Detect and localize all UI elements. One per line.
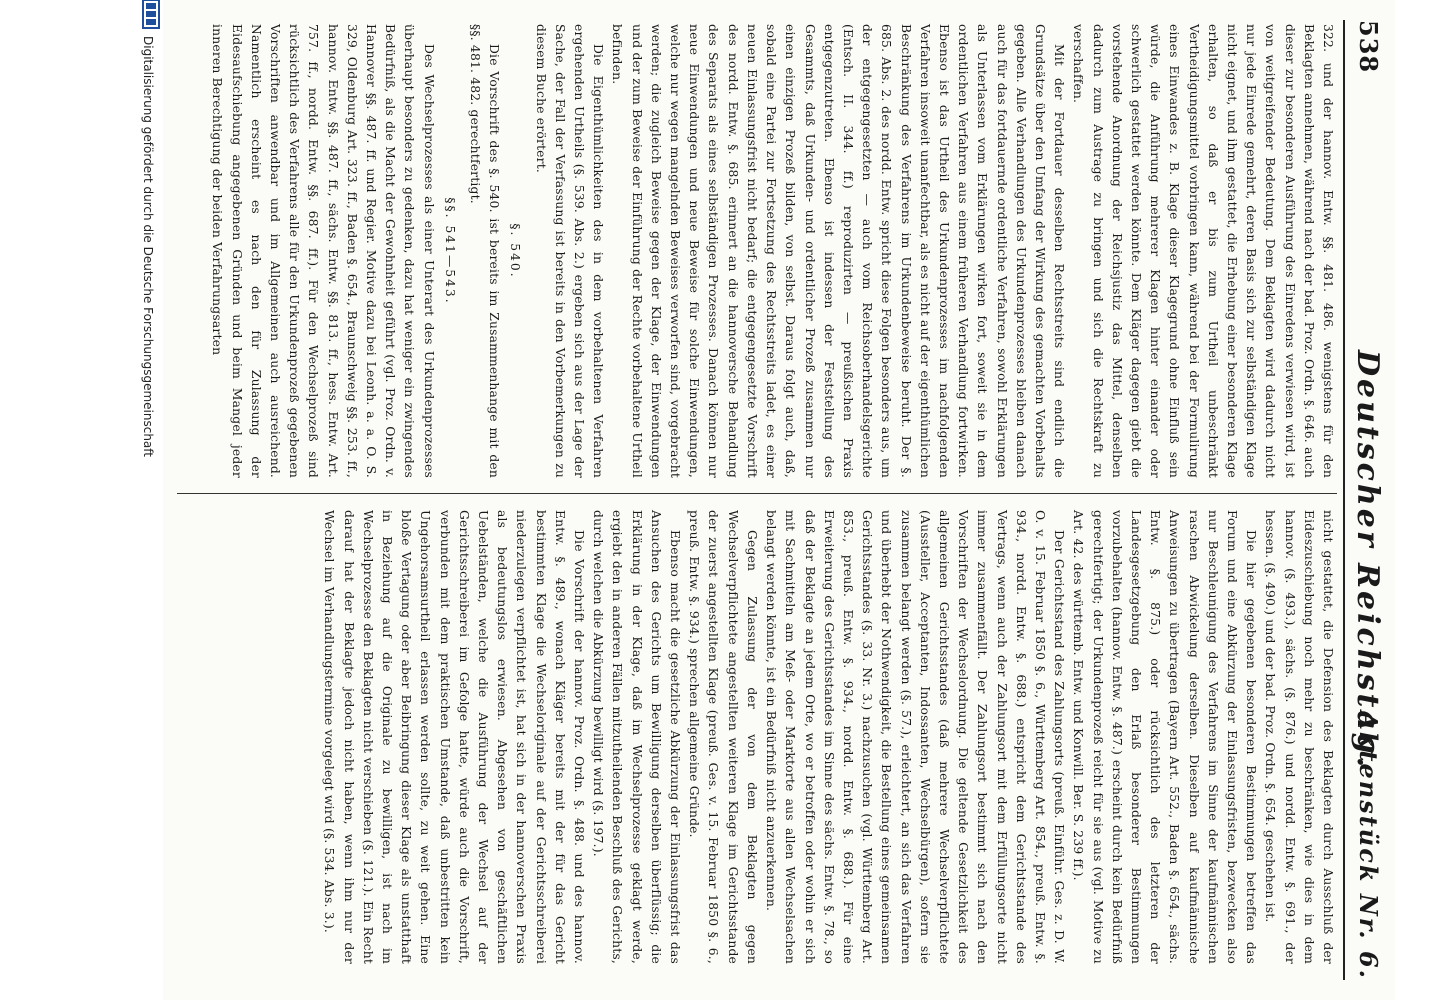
footer-text: Digitalisierung gefördert durch die Deutsche Forschungsgemeinschaft xyxy=(141,36,155,458)
section-heading-541-543: §§. 541—543. xyxy=(442,197,457,305)
page-title: Deutscher Reichstag. xyxy=(1350,350,1385,771)
left-paragraph-3: Die Eigenthümlichkeiten des in dem vorbehaltenen Verfahren ergehenden Urtheils (§. 539. Abs. 2.) ergeben sich aus der Lage der Sache, der Fall der Verfassung ist bereits in den Vorbemerkungen zu diesem Buche erörtert. xyxy=(533,24,606,478)
column-divider xyxy=(177,493,1337,494)
section-540-paragraph: Die Vorschrift des §. 540. ist bereits im Zusammenhange mit den §§. 481. 482. gerechtfertigt. xyxy=(468,24,502,478)
digitization-footer xyxy=(133,0,163,1000)
header-rule xyxy=(1343,20,1345,980)
page-number: 538 xyxy=(1354,20,1383,74)
right-paragraph-2: Die hier gegebenen besonderen Bestimmungen betreffen das Forum und eine Abkürzung der Einlassungsfristen, bezwecken also nur Beschleunigung des Verfahrens im Sinne der kaufmännischen raschen Abwickelung derselben. Dieselben auf kaufmännische Anweisungen zu übertragen (Bayern Art. 552., Baden §. 654., sächs. Entw. §. 875.) oder rücksichtlich des letzteren der Landesgesetzgebung den Erlaß besonderer Bestimmungen vorzubehalten (hannov. Entw. §. 487.) erscheint durch kein Bedürfniß gerechtfertigt; der Urkundenprozeß reicht für sie aus (vgl. Motive zu Art. 42. des württemb. Entw. und Konwill. Ber. S. 239 ff.). xyxy=(1071,510,1259,964)
left-paragraph-1: 322. und der hannov. Entw. §§. 481. 486. wenigstens für den Beklagten annehmen, während nach der bad. Proz. Ordn. §. 646. auch dieser zur besonderen Ausführung des Einredens verwiesen wird, ist von weitgreifender Bedeutung. Dem Beklagten wird dadurch nicht nur jede Einrede gemehrt, deren Basis sich zur selbständigen Klage nicht eignet, und ihm gestattet, die Erhebung einer besonderen Klage erhalten, so daß er bis zum Urtheil unbeschränkt Vertheidigungsmittel vorbringen kann, während bei der Formulirung eines Einwandes z. B. Klage dieser Klagegrund ohne Einfluß sein würde, die Anführung mehrerer Klagen hinter einander oder schwerlich gestattet werden könnte. Dem Kläger dagegen giebt die vorstehende Anordnung der Reichsjustiz das Mittel, denselben dadurch zum Austrage zu bringen und sich die Rechtskraft zu verschaffen. xyxy=(1071,24,1335,478)
right-paragraph-5: Ebenso macht die gesetzliche Abkürzung der Einlassungsfrist das Ansuchen des Gerichts um Bewilligung derselben überflüssig; die Erklärung in der Klage, daß im Wechselprozesse geklagt werde, ergiebt den in anderen Fällen mitzutheilenden Beschluß des Gerichts, durch welchen die Abkürzung bewilligt wird (§. 197.). xyxy=(591,510,683,964)
document-reference: Aktenstück Nr. 6. xyxy=(1354,711,1383,980)
right-paragraph-3: Der Gerichtsstand des Zahlungsorts (preuß. Einführ. Ges. z. D. W. O. v. 15. Februar 1850 §. 6., Württemberg Art. 854., preuß. Entw. §. 934., nordd. Entw. §. 688.) entspricht dem Gerichtsstande des Vertrags, wenn auch der Zahlungsort mit dem Erfüllungsorte nicht immer zusammenfällt. Der Zahlungsort bestimmt sich nach den Vorschriften der Wechselordnung. Die geltende Gesetzlichkeit des allgemeinen Gerichtsstandes (daß mehrere Wechselverpflichtete (Aussteller, Acceptanten, Indossanten, Wechselbürgen), sofern sie zusammen belangt werden (§. 57.), erleichtert, an sich das Verfahren und überhebt der Nothwendigkeit, die Bestellung eines gemeinsamen Gerichtsstandes (§. 33. Nr. 3.) nachzusuchen (vgl. Württemberg Art. 853., preuß. Entw. §. 934., nordd. Entw. §. 688.). Für eine Erweiterung des Gerichtsstandes im Sinne des sächs. Entw. §. 78., so daß der Beklagte an jedem Orte, wo er betroffen oder wohin er sich mit Sachmitteln am Meß- oder Marktorte aus allen Wechselsachen belangt werden könnte, ist ein Bedürfniß nicht anzuerkennen. xyxy=(764,510,1067,964)
page-header xyxy=(1349,20,1389,980)
right-paragraph-6: Die Vorschrift der hannov. Proz. Ordn. §. 488. und des hannov. Entw. §. 489., wonach Kläger bereits mit der für das Gericht bestimmten Klage die Wechseloriginale auf der Gerichtsschreiberei niederzulegen verpflichtet ist, hat sich in der hannoverschen Praxis als bedeutungslos erwiesen. Abgesehen von geschäftlichen Uebelständen, welche die Ausführung der Wechsel auf der Gerichtsschreiberei im Gefolge hatte, würde auch die Vorschrift, verbunden mit dem praktischen Umstande, daß unbestritten kein Ungehorsamsurtheil erlassen werden sollte, zu weit gehen. Eine bloße Vertagung oder aber Beibringung dieser Klage als unstatthaft in Beziehung auf die Originale zu bewilligen, ist nach im Wechselprozesse den Beklagten nicht verschieben (§. 121.). Ein Recht darauf hat der Beklagte jedoch nicht haben, wenn ihm nur der Wechsel im Verhandlungstermine vorgelegt wird (§. 534. Abs. 3.). xyxy=(322,510,587,964)
right-column xyxy=(319,510,1337,964)
section-541-paragraph: Des Wechselprozesses als einer Unterart des Urkundenprozesses überhaupt besonders zu gedenken, dazu hat weniger ein zwingendes Bedürfniß, als die Macht der Gewohnheit geführt (vgl. Proz. Ordn. v. Hannover §§. 487. ff. und Regier. Motive dazu bei Leonh. a. a. O. S. 329, Oldenburg Art. 323. ff., Baden §. 654., Braunschweig §§. 253. ff., hannov. Entw. §§. 487. ff., sächs. Entw. §§. 813. ff., hess. Entw. Art. 757. ff., nordd. Entw. §§. 687. ff.). Für den Wechselprozeß sind rücksichtlich des Verfahrens alle für den Urkundenprozeß gegebenen Vorschriften anwendbar und im Allgemeinen auch ausreichend. Namentlich erscheint es nach den für Zulassung der Eidesaufschiebung angegebenen Gründen und beim Mangel jeder inneren Berechtigung der beiden Verfahrungsarten xyxy=(210,24,436,478)
right-paragraph-4: Gegen Zulassung der von dem Beklagten gegen Wechselverpflichtete angestellten weiteren Klage im Gerichtsstande der zuerst angestellten Klage (preuß. Ges. v. 15. Februar 1850 §. 6., preuß. Entw. §. 934.) sprechen allgemeine Gründe. xyxy=(687,510,759,964)
section-heading-540: §. 540. xyxy=(508,223,523,279)
left-column xyxy=(207,24,1337,478)
dfg-logo-icon xyxy=(137,0,163,30)
left-paragraph-2: Mit der Fortdauer desselben Rechtsstreits sind endlich die Grundsätze über den Umfang der Wirkung des gemachten Vorbehalts gegeben. Alle Verhandlungen des Urkundenprozesses bleiben danach auch für das fortdauernde ordentliche Verfahren, sowohl Erklärungen als Unterlassen vom Erklärungen wirken fort, soweit sie in dem ordentlichen Verfahren aus einem früheren Verhandlung fortwirken. Ebenso ist das Urtheil des Urkundenprozesses im nachfolgenden Verfahren insoweit unanfechtbar, als es nicht auf der eigenthümlichen Beschränkung des Verfahrens im Urkundenbeweise beruht. Der §. 685. Abs. 2. des nordd. Entw. spricht diese Folgen besonders aus, um der entgegengesetzten — auch vom Reichsoberhandelsgerichte (Entsch. II. 344. ff.) reproduzirten — preußischen Praxis entgegenzutreten. Ebenso ist indessen der Feststellung des Gesammts, daß Urkunden- und ordentlicher Prozeß zusammen nur einen einzigen Prozeß bilden, von selbst. Daraus folgt auch, daß, sobald eine Partei zur Fortsetzung des Rechtsstreits ladet, es einer neuen Einlassungsfrist nicht bedarf; die entgegengesetzte Vorschrift des nordd. Entw. §. 685. erinnert an die hannoversche Behandlung des Separats als eines selbständigen Prozesses. Danach können nur neue Einwendungen und neue Beweise für solche Einwendungen, welche nur wegen mangelnden Beweises verworfen sind, vorgebracht werden; die zugleich Beweise gegen der Klage, der Einwendungen und der zum Beweise der Einführung der Rechte vorbehaltene Urtheil befinden. xyxy=(610,24,1067,478)
right-paragraph-1: nicht gestattet, die Defension des Beklagten durch Ausschluß der Eideszuschiebung noch mehr zu beschränken, wie dies in dem hannov. (§. 493.), sächs. (§. 876.) und nordd. Entw. §. 691., der hessen. (§. 490.) und der bad. Proz. Ordn. §. 654. geschehen ist. xyxy=(1263,510,1335,964)
